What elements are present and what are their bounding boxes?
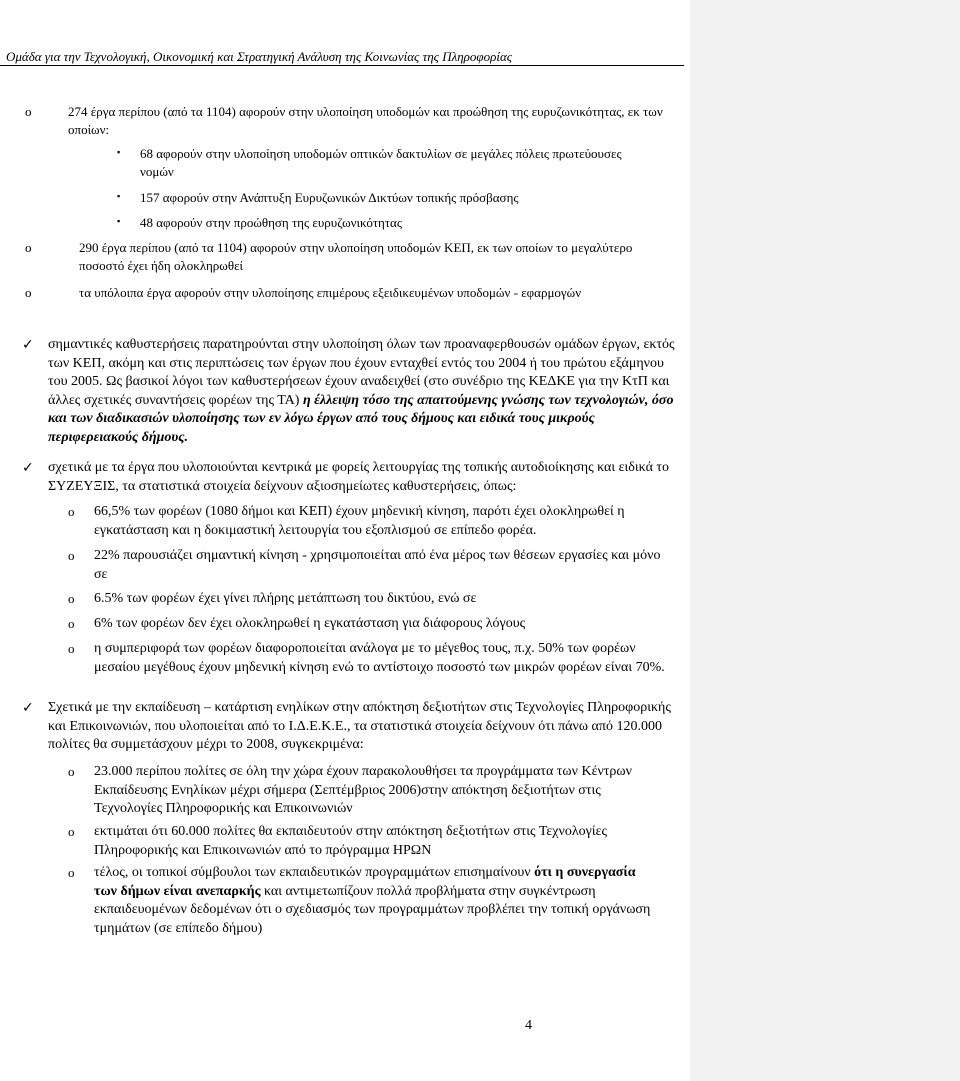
list-item-text: 157 αφορούν στην Ανάπτυξη Ευρυζωνικών Δικτύων τοπικής πρόσβασης [140, 190, 519, 205]
check-item-text: σχετικά με τα έργα που υλοποιούνται κεντρικά με φορείς λειτουργίας της τοπικής αυτοδιοίκησης και ειδικά το ΣΥΖΕΥΞΙΣ, τα στατιστικά στοιχεία δείχνουν αξιοσημείωτες καθυστερήσεις, όπως: [48, 460, 670, 494]
check-item [0, 336, 690, 447]
side-margin-panel [690, 0, 960, 1081]
list-item [0, 823, 690, 860]
header-rule [0, 65, 684, 66]
circle-bullet-icon: o [25, 104, 32, 119]
checkmark-icon: ✓ [22, 337, 34, 353]
circle-bullet-icon: o [68, 591, 75, 606]
emphasis-text: ότι η συνεργασία των δήμων είναι ανεπαρκής [94, 865, 636, 899]
list-item-text [94, 864, 659, 938]
list-item [0, 503, 690, 540]
list-item [0, 763, 690, 819]
square-bullet-icon: ▪ [117, 216, 121, 226]
list-item-text: 6.5% των φορέων έχει γίνει πλήρης μετάπτωση του δικτύου, ενώ σε [94, 591, 477, 606]
check-item-text: Σχετικά με την εκπαίδευση – κατάρτιση ενηλίκων στην απόκτηση δεξιοτήτων στις Τεχνολογίες Πληροφορικής και Επικοινωνιών, που υλοποιείται από το Ι.Δ.Ε.Κ.Ε., τα στατιστικά στοιχεία δείχνουν ότι πάνω από 120.000 πολίτες θα συμμετάσχουν μέχρι το 2008, συγκεκριμένα: [48, 700, 671, 752]
circle-bullet-icon: o [68, 504, 75, 519]
list-item-text: 23.000 περίπου πολίτες σε όλη την χώρα έχουν παρακολουθήσει τα προγράμματα των Κέντρων Εκπαίδευσης Ενηλίκων μέχρι σήμερα (Σεπτέμβριος 2006)στην απόκτηση δεξιοτήτων στις Τεχνολογίες Πληροφορικής και Επικοινωνιών [94, 764, 632, 816]
list-item-text: 22% παρουσιάζει σημαντική κίνηση - χρησιμοποιείται από ένα μέρος των θέσεων εργασίες και μόνο σε [94, 548, 661, 582]
circle-bullet-icon: o [68, 824, 75, 839]
check-item-text [48, 336, 678, 447]
list-item-text: 6% των φορέων δεν έχει ολοκληρωθεί η εγκατάσταση για διάφορους λόγους [94, 616, 526, 631]
paragraph-text: τέλος, οι τοπικοί σύμβουλοι των εκπαιδευτικών προγραμμάτων επισημαίνουν [94, 865, 535, 880]
square-bullet-icon: ▪ [117, 191, 121, 201]
list-item-text: εκτιμάται ότι 60.000 πολίτες θα εκπαιδευτούν στην απόκτηση δεξιοτήτων στις Τεχνολογίες Πληροφορικής και Επικοινωνιών από το πρόγραμμα ΗΡΩΝ [94, 824, 608, 858]
list-item [0, 189, 690, 207]
emphasis-text: η έλλειψη τόσο της απαιτούμενης γνώσης των τεχνολογιών, όσο και των διαδικασιών υλοποίησης των εν λόγω έργων από τους δήμους και ειδικά τους μικρούς περιφερειακούς δήμους. [48, 392, 674, 445]
list-item-text: 274 έργα περίπου (από τα 1104) αφορούν στην υλοποίηση υποδομών και προώθηση της ευρυζωνικότητας, εκ των οποίων: [68, 104, 663, 137]
list-item [0, 284, 690, 302]
list-item-text: η συμπεριφορά των φορέων διαφοροποιείται ανάλογα με το μέγεθος τους, π.χ. 50% των φορέων μεσαίου μεγέθους έχουν μηδενική κίνηση ενώ το αντίστοιχο ποσοστό των μικρών φορέων είναι 70%. [94, 641, 665, 675]
list-item-text: 66,5% των φορέων (1080 δήμοι και ΚΕΠ) έχουν μηδενική κίνηση, παρότι έχει ολοκληρωθεί η εγκατάσταση και η δοκιμαστική λειτουργία του εξοπλισμού σε επίπεδο φορέα. [94, 504, 625, 538]
check-item [0, 459, 690, 496]
list-item-text: τα υπόλοιπα έργα αφορούν στην υλοποίησης επιμέρους εξειδικευμένων υποδομών - εφαρμογών [79, 285, 582, 300]
list-item [0, 640, 690, 677]
paragraph-text: και αντιμετωπίζουν πολλά προβλήματα στην συγκέντρωση εκπαιδευομένων δεδομένων ότι ο σχεδιασμός των προγραμμάτων προβλέπει την τοπική οργάνωση τμημάτων (σε επίπεδο δήμου) [94, 883, 651, 936]
checkmark-icon: ✓ [22, 700, 34, 716]
list-item-text: 48 αφορούν στην προώθηση της ευρυζωνικότητας [140, 215, 403, 230]
circle-bullet-icon: o [68, 548, 75, 563]
list-item-text: 68 αφορούν στην υλοποίηση υποδομών οπτικών δακτυλίων σε μεγάλες πόλεις πρωτεύουσες νομών [140, 146, 622, 179]
circle-bullet-icon: o [68, 641, 75, 656]
check-item [0, 699, 690, 755]
list-item-text: 290 έργα περίπου (από τα 1104) αφορούν στην υλοποίηση υποδομών ΚΕΠ, εκ των οποίων το μεγαλύτερο ποσοστό έχει ήδη ολοκληρωθεί [79, 240, 633, 273]
page-number: 4 [525, 1018, 532, 1033]
list-item [0, 239, 690, 274]
circle-bullet-icon: o [68, 764, 75, 779]
circle-bullet-icon: o [25, 285, 32, 300]
list-item [0, 590, 690, 609]
list-item [0, 864, 690, 938]
square-bullet-icon: ▪ [117, 147, 121, 157]
running-header: Ομάδα για την Τεχνολογική, Οικονομική και Στρατηγική Ανάλυση της Κοινωνίας της Πληροφορίας [6, 49, 513, 64]
paragraph-text: σημαντικές καθυστερήσεις παρατηρούνται στην υλοποίηση όλων των προαναφερθουσών ομάδων έργων, εκτός των ΚΕΠ, ακόμη και στις περιπτώσεις των έργων που έχουν ενταχθεί εντός του 2004 ή του πρώτου εξάμηνου του 2005. Ως βασικοί λόγοι των καθυστερήσεων έχουν αναδειχθεί (στο συνέδριο της ΚΕΔΚΕ για την ΚτΠ και άλλες σχετικές συναντήσεις φορέων της ΤΑ) [48, 337, 675, 408]
checkmark-icon: ✓ [22, 460, 34, 476]
circle-bullet-icon: o [25, 240, 32, 255]
list-item [0, 214, 690, 232]
list-item [0, 547, 690, 584]
list-item [0, 145, 690, 180]
circle-bullet-icon: o [68, 616, 75, 631]
list-item [0, 103, 690, 138]
list-item [0, 615, 690, 634]
circle-bullet-icon: o [68, 865, 75, 880]
